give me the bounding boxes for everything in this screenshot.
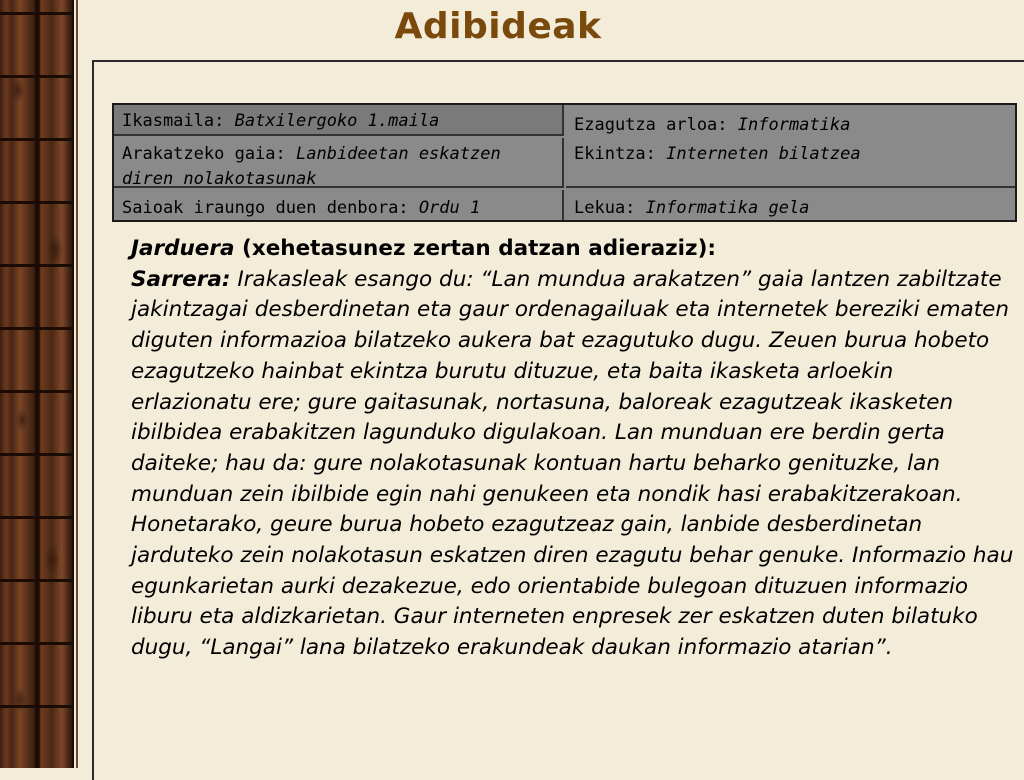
- cell-label: Lekua:: [574, 198, 646, 218]
- activity-description: [131, 234, 1016, 664]
- cell-value: Informatika gela: [645, 198, 810, 218]
- cell-label: Saioak iraungo duen denbora:: [122, 198, 419, 218]
- cell-label: Ekintza:: [574, 144, 667, 164]
- wood-border-decoration: [0, 0, 74, 768]
- cell-duration: [114, 190, 564, 220]
- intro-paragraph: [131, 265, 1016, 664]
- activity-heading-lead: Jarduera: [131, 236, 235, 261]
- cell-activity: [566, 138, 1015, 188]
- cell-label: Ezagutza arloa:: [574, 115, 738, 135]
- cell-label: Arakatzeko gaia:: [122, 144, 296, 164]
- activity-heading-rest: (xehetasunez zertan datzan adieraziz):: [234, 236, 716, 261]
- intro-label: Sarrera:: [131, 266, 231, 292]
- intro-text: Irakasleak esango du: “Lan mundua arakatzen” gaia lantzen zabiltzate jakintzagai desberdinetan eta gaur ordenagailuak eta internetek bereziki ematen diguten informazioa bilatzeko aukera bat ezagutuko dugu. Zeuen burua hobeto ezagutzeko hainbat ekintza burutu dituzue, eta baita ikasketa arloekin erlazionatu ere; gure gaitasunak, nortasuna, baloreak ezagutzeak ikasketen ibilbidea erabakitzen lagunduko digulakoan. Lan munduan ere berdin gerta daiteke; hau da: gure nolakotasunak kontuan hartu beharko genituzke, lan munduan zein ibilbide egin nahi genukeen eta nondik hasi erabakitzerakoan. Honetarako, geure burua hobeto ezagutzeaz gain, lanbide desberdinetan jarduteko zein nolakotasun eskatzen diren ezagutu behar genuke. Informazio hau egunkarietan aurki dezakezue, edo orientabide bulegoan dituzuen informazio liburu eta aldizkarietan. Gaur interneten enpresek zer eskatzen duten bilatuko dugu, “Langai” lana bilatzeko erakundeak daukan informazio atarian”.: [131, 266, 1014, 661]
- info-table: [112, 103, 1017, 222]
- cell-topic: [114, 138, 564, 188]
- border-line: [76, 0, 78, 768]
- cell-value: Lanbideetan eskatzen diren nolakotasunak: [122, 144, 501, 188]
- cell-subject: [566, 105, 1015, 138]
- cell-grade: [114, 105, 564, 136]
- activity-heading: [131, 234, 1016, 265]
- cell-location: [566, 190, 1015, 220]
- cell-value: Informatika: [737, 115, 851, 135]
- cell-value: Interneten bilatzea: [666, 144, 861, 164]
- cell-label: Ikasmaila:: [122, 111, 235, 131]
- cell-value: Ordu 1: [418, 198, 481, 218]
- cell-value: Batxilergoko 1.maila: [234, 111, 440, 131]
- slide-title: Adibideak: [394, 6, 602, 47]
